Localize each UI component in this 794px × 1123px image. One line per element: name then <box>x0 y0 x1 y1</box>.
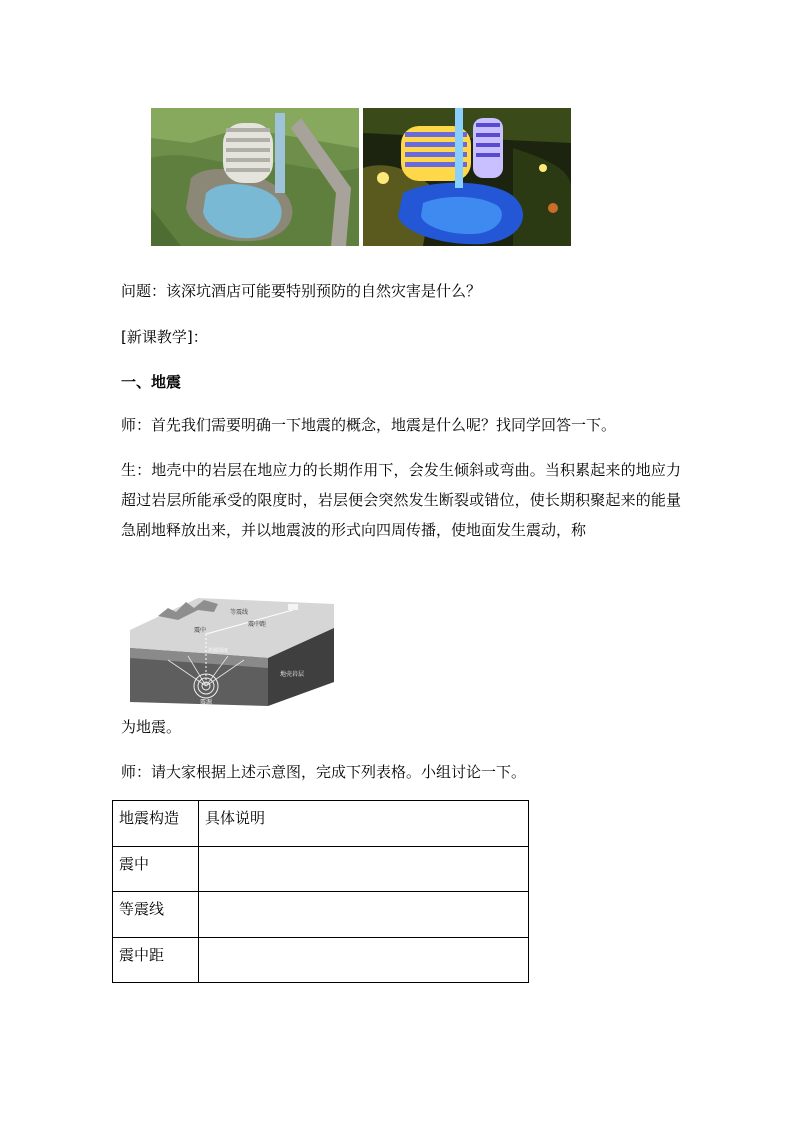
table-cell-term: 震中 <box>113 846 199 892</box>
table-header-row <box>113 801 529 847</box>
table-row <box>113 892 529 938</box>
teacher-instruction: 师：请大家根据上述示意图，完成下列表格。小组讨论一下。 <box>121 763 527 781</box>
student-answer-end: 为地震。 <box>121 718 182 736</box>
table-header-cell: 地震构造 <box>113 801 199 847</box>
earthquake-structure-table <box>112 800 529 983</box>
student-answer: 生：地壳中的岩层在地应力的长期作用下，会发生倾斜或弯曲。当积累起来的地应力超过岩层所能承受的限度时，岩层便会突然发生断裂或错位，使长期积聚起来的能量急剧地释放出来，并以地震波的形式向四周传播，使地面发生震动，称 <box>121 461 681 539</box>
table-row <box>113 937 529 983</box>
section-heading: 一、地震 <box>121 373 182 391</box>
teacher-prompt: 师：首先我们需要明确一下地震的概念，地震是什么呢？找同学回答一下。 <box>121 416 617 434</box>
table-cell-term: 等震线 <box>113 892 199 938</box>
table-cell-answer[interactable] <box>199 937 529 983</box>
section-label: [新课教学]： <box>121 328 208 346</box>
hotel-day-photo <box>151 108 359 246</box>
label-focus: 震源 <box>200 699 213 706</box>
earthquake-diagram <box>128 590 334 706</box>
label-focal-depth: 震源深度 <box>208 648 229 654</box>
label-isoseismal: 等震线 <box>230 609 249 616</box>
question-text: 问题：该深坑酒店可能要特别预防的自然灾害是什么？ <box>121 282 482 300</box>
table-header-cell: 具体说明 <box>199 801 529 847</box>
label-crust: 地壳岩层 <box>280 671 305 678</box>
label-epicenter: 震中 <box>194 627 207 634</box>
hotel-night-photo <box>363 108 571 246</box>
label-epicentral-distance: 震中距 <box>248 621 267 628</box>
table-row <box>113 846 529 892</box>
table-cell-answer[interactable] <box>199 846 529 892</box>
table-cell-answer[interactable] <box>199 892 529 938</box>
table-cell-term: 震中距 <box>113 937 199 983</box>
